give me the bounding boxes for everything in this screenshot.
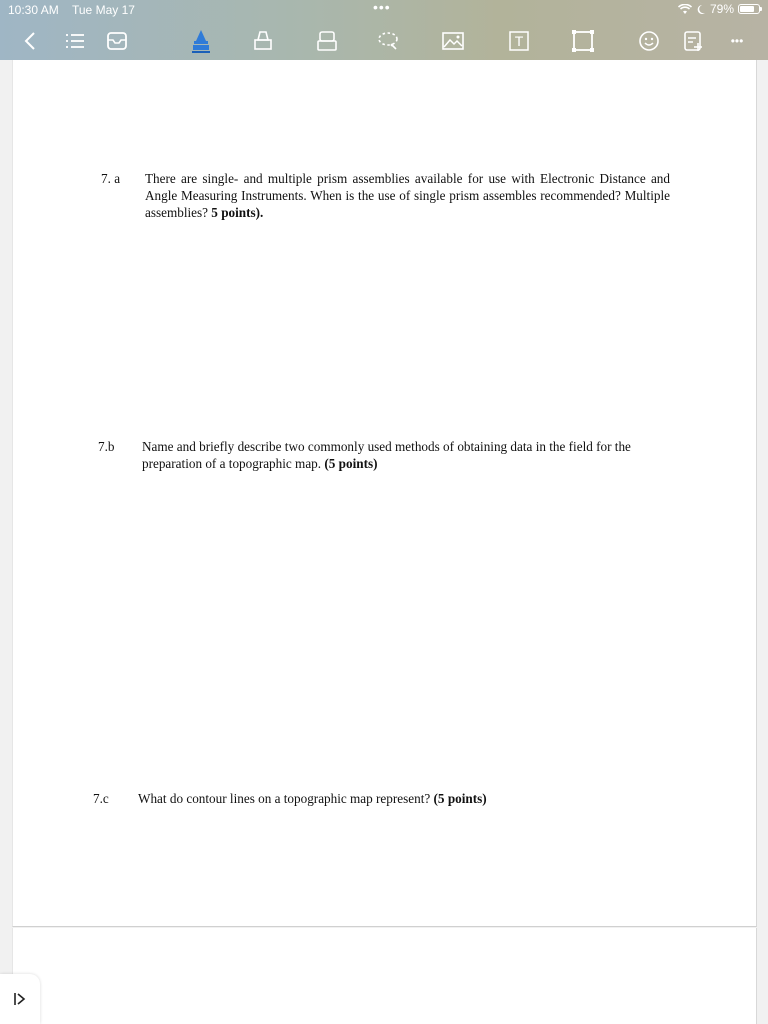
add-page-icon[interactable] — [680, 28, 706, 54]
status-time: 10:30 AM — [8, 3, 59, 17]
lasso-icon[interactable] — [376, 28, 402, 54]
next-page[interactable] — [12, 928, 757, 1024]
question-text: What do contour lines on a topographic map represent? (5 points) — [138, 791, 487, 806]
wifi-icon — [678, 4, 692, 15]
back-chevron-icon[interactable] — [18, 28, 44, 54]
toolbar — [0, 22, 768, 60]
sidebar-toggle-icon — [13, 991, 27, 1007]
document-area — [0, 60, 768, 1024]
multitasking-dots[interactable]: ••• — [373, 0, 391, 15]
shape-icon[interactable] — [570, 28, 596, 54]
question-number: 7.c — [93, 791, 109, 806]
more-icon[interactable]: ••• — [730, 34, 744, 48]
question-text: There are single- and multiple prism assemblies available for use with Electronic Distance and Angle Measuring Instruments. When is the use of single prism assembles recommended? Multiple assemblies? 5 points). — [145, 171, 670, 220]
battery-icon — [738, 4, 760, 14]
moon-icon — [696, 4, 706, 15]
status-right — [678, 2, 760, 16]
question-number: 7. a — [101, 171, 121, 186]
sidebar-toggle-button[interactable] — [0, 974, 40, 1024]
bookmark-tray-icon[interactable] — [104, 28, 130, 54]
question-text: Name and briefly describe two commonly used methods of obtaining data in the field for the preparation of a topographic map. (5 points) — [142, 439, 631, 471]
status-bar — [0, 0, 768, 20]
highlighter-icon[interactable] — [188, 28, 214, 54]
eraser-alt-icon[interactable] — [314, 28, 340, 54]
status-date: Tue May 17 — [72, 3, 135, 17]
top-bar — [0, 0, 768, 60]
sticker-icon[interactable] — [636, 28, 662, 54]
list-icon[interactable] — [62, 28, 88, 54]
image-icon[interactable] — [440, 28, 466, 54]
eraser-icon[interactable] — [250, 28, 276, 54]
document-page[interactable] — [12, 60, 757, 927]
battery-percent: 79% — [709, 2, 734, 16]
text-tool-label: T — [514, 33, 524, 49]
text-box-icon[interactable] — [506, 28, 532, 54]
question-number: 7.b — [98, 439, 115, 454]
